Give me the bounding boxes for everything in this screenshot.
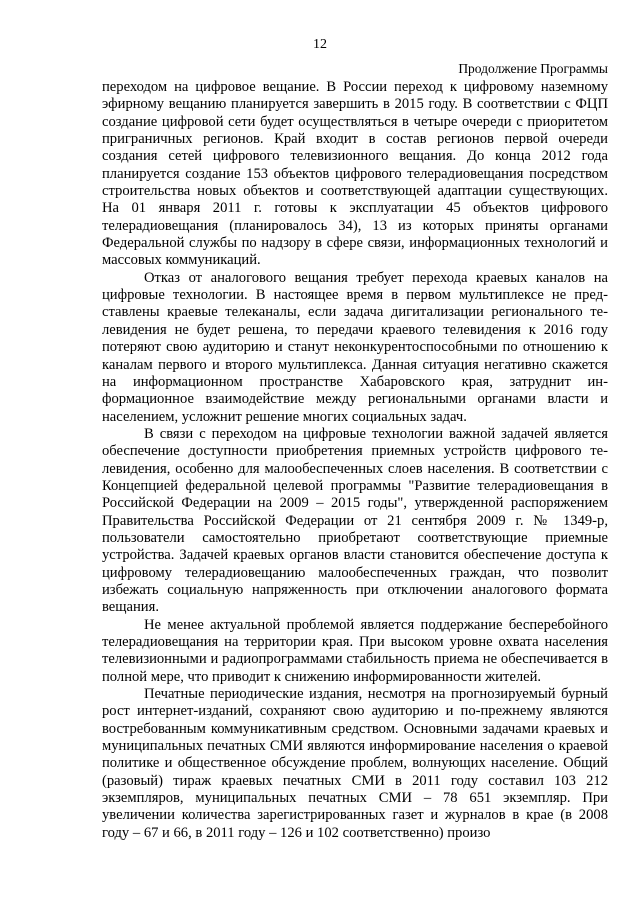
paragraph-3: В связи с переходом на цифровые технологии важной задачей является обеспечение доступности приобретения приемных устройств цифрового телевидения, особенно для малообеспеченных слоев населения. В соответствии с Концепцией федеральной целевой программы "Развитие телерадиовещания в Российской Федерации на 2009 – 2015 годы", утвержденной распоряжением Правительства Российской Федерации от 21 сентября 2009 г. № 1349-р, пользователи самостоятельно приобретают соответствующие приемные устройства. Задачей краевых органов власти становится обеспечение доступа к цифровому телерадиовещанию малообеспеченных граждан, что позволит избежать социальную напряженность при отключении аналогового формата вещания. — [102, 425, 608, 616]
paragraph-4: Не менее актуальной проблемой является поддержание бесперебойного телерадиовещания на территории края. При высоком уровне охвата населения телевизионными и радиопрограммами стабильность приема не обеспечивается в полной мере, что приводит к снижению информированности жителей. — [102, 616, 608, 685]
continuation-label: Продолжение Программы — [458, 61, 608, 76]
paragraph-1: переходом на цифровое вещание. В России переход к цифровому наземному эфирному вещанию планируется завершить в 2015 году. В соответствии с ФЦП создание цифровой сети будет осуществляться в четыре очереди с приоритетом приграничных регионов. Край входит в состав регионов первой очереди создания сетей цифрового телевизионного вещания. До конца 2012 года планируется создание 153 объектов цифрового телерадиовещания посредством строительства новых объектов и соответствующей адаптации существующих. На 01 января 2011 г. готовы к эксплуатации 45 объектов цифрового телерадиовещания (планировалось 34), 13 из которых приняты органами Федеральной службы по надзору в сфере связи, информационных технологий и массовых коммуникаций. — [102, 79, 608, 269]
document-body — [102, 79, 608, 842]
page-number: 12 — [313, 37, 327, 52]
paragraph-2: Отказ от аналогового вещания требует перехода краевых каналов на цифровые технологии. В настоящее время в первом мультиплексе не представлены краевые телеканалы, если задача дигитализации регионального телевидения не будет решена, то передачи краевого телевидения к 2016 году потеряют свою аудиторию и станут неконкурентоспособными по отношению к каналам первого и второго мультиплекса. Данная ситуация негативно скажется на информационном пространстве Хабаровского края, затруднит информационное взаимодействие между региональными органами власти и населением, усложнит решение многих социальных задач. — [102, 269, 608, 425]
paragraph-5: Печатные периодические издания, несмотря на прогнозируемый бурный рост интернет-изданий, сохраняют свою аудиторию и по-прежнему являются востребованным коммуникативным средством. Основными задачами краевых и муниципальных печатных СМИ являются информирование населения о краевой политике и общественное обсуждение проблем, волнующих население. Общий (разовый) тираж краевых печатных СМИ в 2011 году составил 103 212 экземпляров, муниципальных печатных СМИ – 78 651 экземпляр. При увеличении количества зарегистрированных газет и журналов в крае (в 2008 году – 67 и 66, в 2011 году – 126 и 102 соответственно) произо — [102, 686, 608, 841]
